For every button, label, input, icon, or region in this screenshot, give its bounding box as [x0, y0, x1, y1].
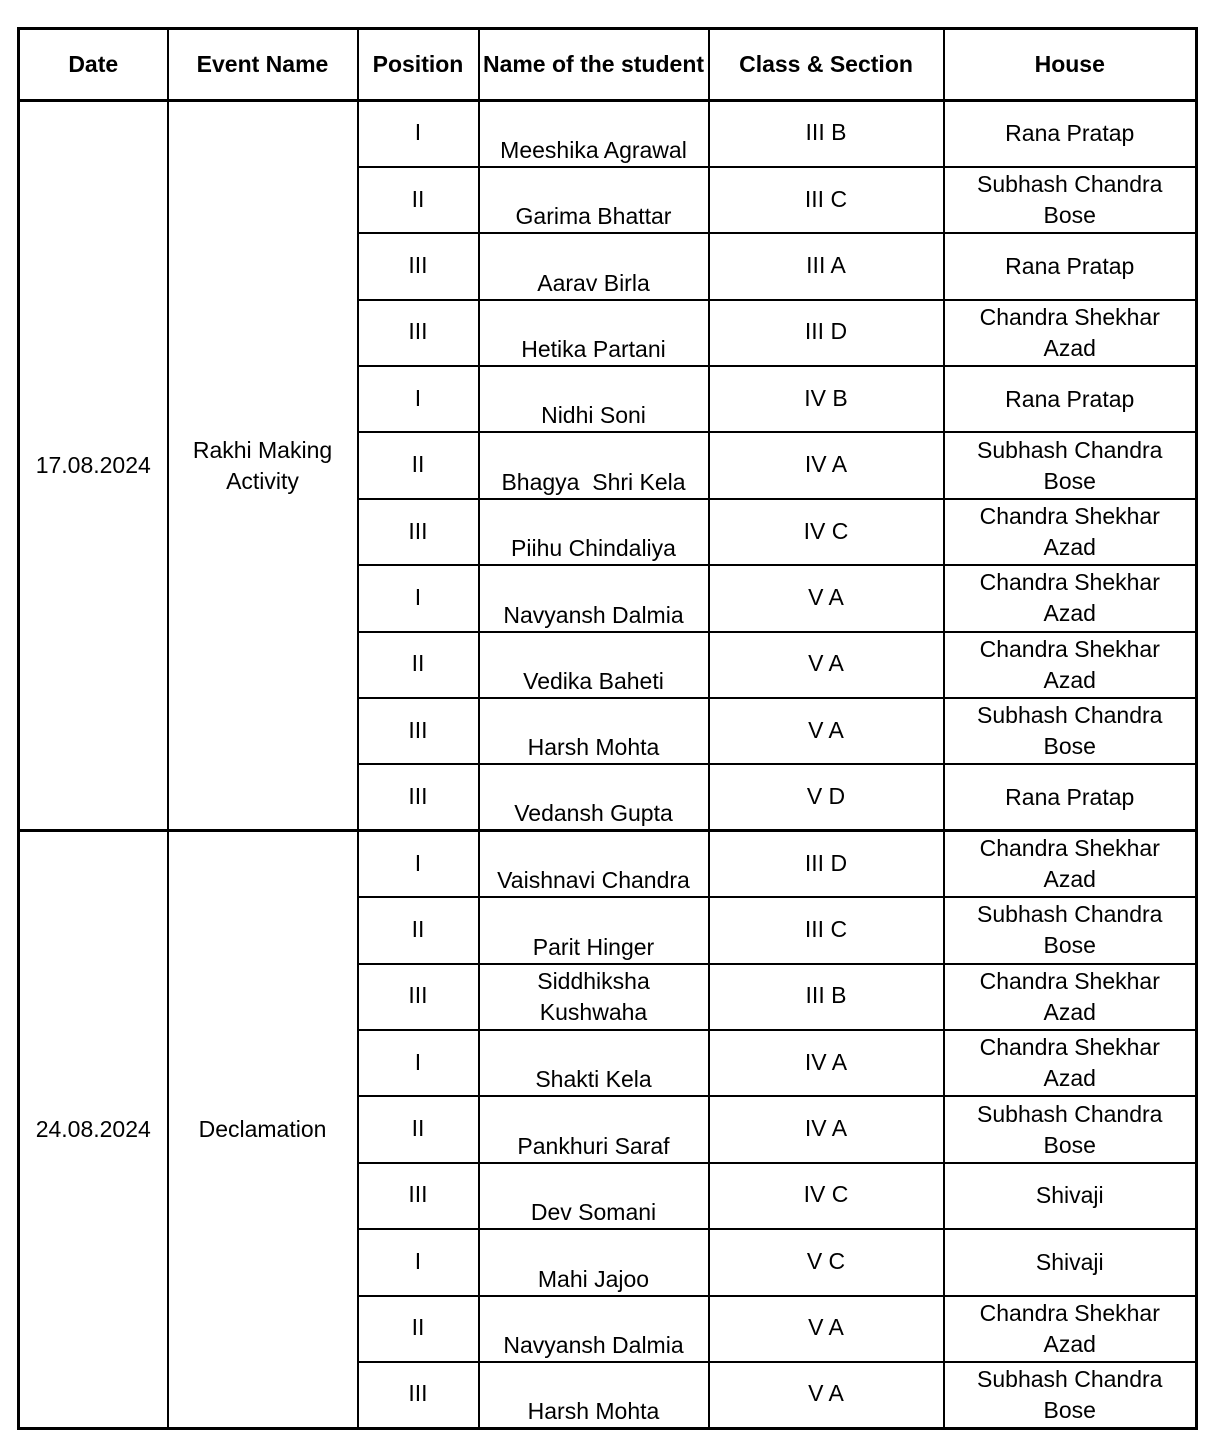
header-date: Date — [19, 29, 168, 101]
house-name: Chandra Shekhar Azad — [944, 831, 1197, 897]
class-section: V A — [709, 632, 944, 698]
class-section: V A — [709, 698, 944, 764]
house-name: Subhash Chandra Bose — [944, 1362, 1197, 1429]
class-section: III D — [709, 300, 944, 366]
house-name: Rana Pratap — [944, 101, 1197, 167]
class-section: III C — [709, 167, 944, 233]
position-cell: III — [358, 1163, 479, 1229]
header-house: House — [944, 29, 1197, 101]
class-section: IV A — [709, 432, 944, 498]
student-name: Hetika Partani — [479, 300, 709, 366]
position-cell: II — [358, 897, 479, 963]
position-cell: I — [358, 1030, 479, 1096]
student-name: Navyansh Dalmia — [479, 1296, 709, 1362]
house-name: Chandra Shekhar Azad — [944, 1296, 1197, 1362]
student-name: Harsh Mohta — [479, 1362, 709, 1429]
student-name: Parit Hinger — [479, 897, 709, 963]
house-name: Subhash Chandra Bose — [944, 1096, 1197, 1162]
student-name: Pankhuri Saraf — [479, 1096, 709, 1162]
event-date: 24.08.2024 — [19, 831, 168, 1429]
student-name: Dev Somani — [479, 1163, 709, 1229]
house-name: Subhash Chandra Bose — [944, 167, 1197, 233]
student-name: Vedansh Gupta — [479, 764, 709, 830]
header-event-name: Event Name — [168, 29, 358, 101]
results-table — [17, 27, 1198, 1430]
event-name: Declamation — [168, 831, 358, 1429]
class-section: III B — [709, 101, 944, 167]
header-row — [19, 29, 1197, 101]
position-cell: I — [358, 831, 479, 897]
house-name: Shivaji — [944, 1229, 1197, 1295]
house-name: Chandra Shekhar Azad — [944, 300, 1197, 366]
student-name: Aarav Birla — [479, 233, 709, 299]
class-section: III B — [709, 964, 944, 1030]
student-name: Piihu Chindaliya — [479, 499, 709, 565]
position-cell: I — [358, 101, 479, 167]
table-row — [19, 101, 1197, 167]
student-name: Bhagya Shri Kela — [479, 432, 709, 498]
house-name: Subhash Chandra Bose — [944, 897, 1197, 963]
class-section: V A — [709, 1362, 944, 1429]
house-name: Rana Pratap — [944, 764, 1197, 830]
position-cell: III — [358, 1362, 479, 1429]
position-cell: I — [358, 565, 479, 631]
student-name: Garima Bhattar — [479, 167, 709, 233]
class-section: III D — [709, 831, 944, 897]
house-name: Chandra Shekhar Azad — [944, 632, 1197, 698]
student-name: Nidhi Soni — [479, 366, 709, 432]
header-position: Position — [358, 29, 479, 101]
position-cell: I — [358, 366, 479, 432]
house-name: Chandra Shekhar Azad — [944, 1030, 1197, 1096]
position-cell: III — [358, 233, 479, 299]
house-name: Rana Pratap — [944, 366, 1197, 432]
house-name: Subhash Chandra Bose — [944, 432, 1197, 498]
house-name: Shivaji — [944, 1163, 1197, 1229]
class-section: IV C — [709, 1163, 944, 1229]
student-name: Navyansh Dalmia — [479, 565, 709, 631]
position-cell: II — [358, 167, 479, 233]
student-name: Shakti Kela — [479, 1030, 709, 1096]
house-name: Subhash Chandra Bose — [944, 698, 1197, 764]
class-section: V A — [709, 1296, 944, 1362]
position-cell: III — [358, 698, 479, 764]
student-name: Vaishnavi Chandra — [479, 831, 709, 897]
student-name: Mahi Jajoo — [479, 1229, 709, 1295]
position-cell: II — [358, 1296, 479, 1362]
position-cell: I — [358, 1229, 479, 1295]
header-class-section: Class & Section — [709, 29, 944, 101]
header-student-name: Name of the student — [479, 29, 709, 101]
position-cell: III — [358, 499, 479, 565]
position-cell: III — [358, 964, 479, 1030]
position-cell: II — [358, 1096, 479, 1162]
class-section: IV B — [709, 366, 944, 432]
event-name: Rakhi Making Activity — [168, 101, 358, 831]
class-section: IV C — [709, 499, 944, 565]
table-body — [19, 101, 1197, 1429]
position-cell: II — [358, 432, 479, 498]
table-row — [19, 831, 1197, 897]
student-name: Harsh Mohta — [479, 698, 709, 764]
student-name: Siddhiksha Kushwaha — [479, 964, 709, 1030]
house-name: Chandra Shekhar Azad — [944, 565, 1197, 631]
class-section: V C — [709, 1229, 944, 1295]
class-section: IV A — [709, 1096, 944, 1162]
student-name: Meeshika Agrawal — [479, 101, 709, 167]
class-section: IV A — [709, 1030, 944, 1096]
house-name: Chandra Shekhar Azad — [944, 499, 1197, 565]
house-name: Rana Pratap — [944, 233, 1197, 299]
class-section: V A — [709, 565, 944, 631]
class-section: V D — [709, 764, 944, 830]
house-name: Chandra Shekhar Azad — [944, 964, 1197, 1030]
position-cell: III — [358, 764, 479, 830]
class-section: III C — [709, 897, 944, 963]
event-date: 17.08.2024 — [19, 101, 168, 831]
position-cell: II — [358, 632, 479, 698]
class-section: III A — [709, 233, 944, 299]
position-cell: III — [358, 300, 479, 366]
student-name: Vedika Baheti — [479, 632, 709, 698]
